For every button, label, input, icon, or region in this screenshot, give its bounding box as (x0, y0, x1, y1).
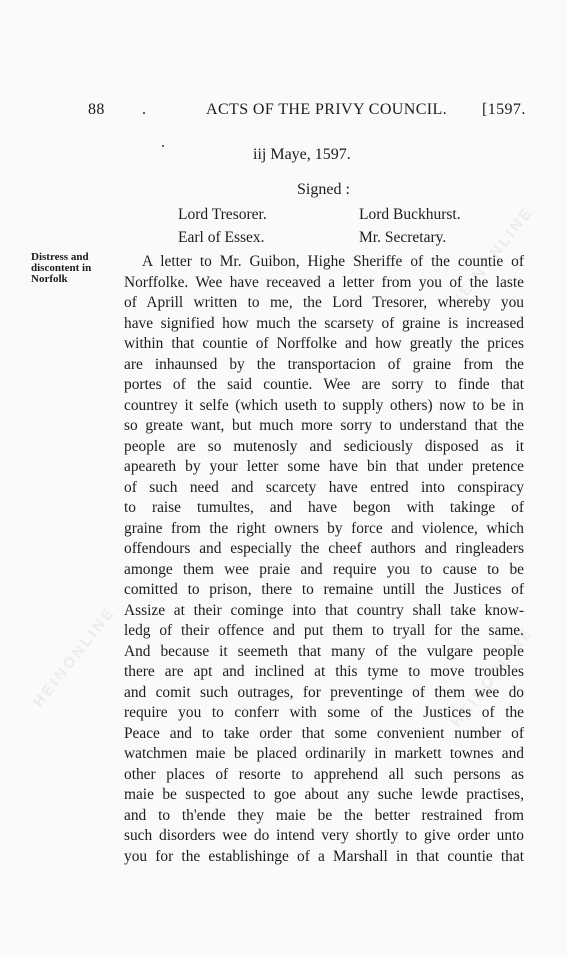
marginal-note-line: Norfolk (31, 273, 68, 285)
body-line: portes of the said countie. Wee are sorry to finde that (124, 376, 524, 393)
body-line: and to th'ende they maie be the better restrained from (124, 806, 524, 824)
body-line: A letter to Mr. Guibon, Highe Sheriffe of the countie of (142, 253, 524, 270)
body-line: Norffolke. Wee have receaved a letter from you of the laste (124, 273, 524, 291)
page-number: 88 (88, 101, 105, 118)
marginal-note (31, 252, 117, 285)
body-line: maie be suspected to goe about any suche lewde practises, (124, 786, 524, 803)
body-line: watchmen maie be placed ordinarily in markett townes and (124, 745, 524, 762)
body-line: other places of resorte to apprehend all such persons as (124, 765, 524, 783)
body-line: comitted to prison, there to remaine untill the Justices of (124, 581, 524, 598)
signatory-lord-tresorer: Lord Tresorer. (178, 206, 267, 223)
letter-body (124, 252, 524, 867)
signatory-lord-buckhurst: Lord Buckhurst. (359, 206, 461, 223)
marginal-note-line: discontent in (31, 262, 92, 274)
body-line: and comit such outrages, for preventinge of them wee do (124, 683, 524, 701)
body-line: people are so mutenosly and sediciously disposed as it (124, 437, 524, 455)
marginal-note-line: Distress and (31, 251, 89, 263)
signed-label: Signed : (297, 181, 350, 198)
body-line: so greate want, but much more sorry to understand that the (124, 417, 524, 434)
body-line: such disorders wee do intend very shortly to give order unto (124, 827, 524, 844)
body-line: of Aprill written to me, the Lord Tresorer, whereby you (124, 294, 524, 311)
watermark-top: HEINONLINE (448, 203, 537, 311)
body-line: of such need and scarcety have entred into conspiracy (124, 478, 524, 496)
header-year: [1597. (482, 101, 526, 118)
signatory-mr-secretary: Mr. Secretary. (359, 229, 447, 246)
watermark-mid: HEINONLINE (30, 603, 119, 711)
body-line: countrey it selfe (which useth to supply others) now to be in (124, 396, 524, 414)
body-line: you for the establishinge of a Marshall in that countie that (124, 847, 524, 865)
signatory-earl-of-essex: Earl of Essex. (178, 229, 265, 246)
body-line: amonge them wee praie and require you to cause to be (124, 560, 524, 578)
body-line: have signified how much the scarsety of graine is increased (124, 314, 524, 332)
body-line: to raise tumultes, and have begon with takinge of (124, 499, 524, 516)
body-line: And because it seemeth that many of the vulgare people (124, 642, 524, 660)
running-title: ACTS OF THE PRIVY COUNCIL. (206, 101, 448, 118)
body-line: ledg of their offence and put them to tryall for the same. (124, 622, 524, 639)
body-line: Assize at their cominge into that country shall take know- (124, 601, 524, 619)
body-line: Peace and to take order that some convenient number of (124, 724, 524, 742)
body-line: offendours and especially the cheef authors and ringleaders (124, 540, 524, 557)
body-line: require you to conferr with some of the Justices of the (124, 704, 524, 721)
watermark-right: HEINONLINE (448, 623, 537, 731)
body-line: are inhaunsed by the transportacion of graine from the (124, 355, 524, 373)
date-line: iij Maye, 1597. (253, 146, 351, 163)
header-separator: . (142, 101, 147, 118)
ink-speck (162, 145, 164, 147)
body-line: there are apt and inclined at this tyme to move troubles (124, 663, 524, 680)
body-line: graine from the right owners by force and violence, which (124, 519, 524, 537)
body-line: apeareth by your letter some have bin that under pretence (124, 458, 524, 475)
body-line: within that countie of Norffolke and how greatly the prices (124, 335, 524, 352)
